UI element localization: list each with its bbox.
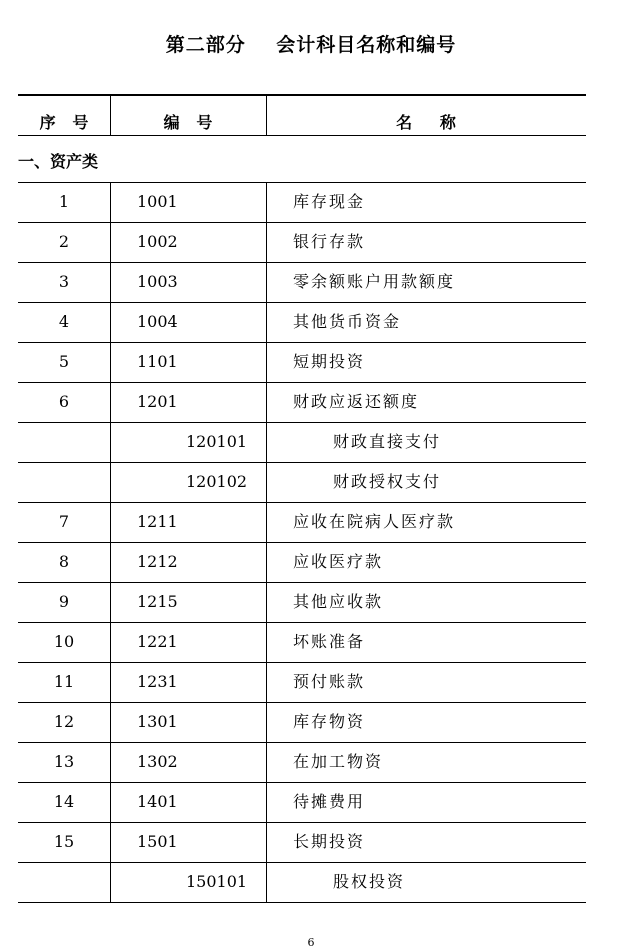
row-code: 1401 <box>137 792 178 811</box>
row-seq: 4 <box>58 312 70 331</box>
row-seq: 1 <box>58 192 70 211</box>
table-row <box>18 702 586 742</box>
table-row <box>18 262 586 302</box>
section-heading-assets: 一、资产类 <box>18 152 99 171</box>
table-row <box>18 582 586 622</box>
row-seq: 15 <box>53 832 75 851</box>
row-code: 1003 <box>137 272 178 291</box>
row-code: 1221 <box>137 632 178 651</box>
row-code: 1212 <box>137 552 178 571</box>
row-name: 其他货币资金 <box>293 312 402 331</box>
row-name: 库存现金 <box>293 192 366 211</box>
row-code: 1301 <box>137 712 178 731</box>
row-code: 150101 <box>186 872 248 891</box>
table-row <box>18 462 586 502</box>
row-seq <box>18 862 110 902</box>
row-seq: 5 <box>58 352 70 371</box>
row-code: 1501 <box>137 832 178 851</box>
row-name: 股权投资 <box>333 872 406 891</box>
body-divider-2 <box>266 182 267 902</box>
row-name: 应收医疗款 <box>293 552 384 571</box>
row-name: 其他应收款 <box>293 592 384 611</box>
row-seq: 12 <box>53 712 75 731</box>
header-name: 名 称 <box>396 113 456 132</box>
row-code: 120102 <box>186 472 248 491</box>
row-name: 财政直接支付 <box>333 432 442 451</box>
row-seq: 6 <box>58 392 70 411</box>
row-seq: 11 <box>53 672 75 691</box>
header-code: 编 号 <box>163 113 213 132</box>
row-seq: 7 <box>58 512 70 531</box>
table-row <box>18 742 586 782</box>
row-name: 财政应返还额度 <box>293 392 420 411</box>
row-code: 1211 <box>137 512 178 531</box>
row-name: 零余额账户用款额度 <box>293 272 456 291</box>
row-seq <box>18 422 110 462</box>
table-row <box>18 622 586 662</box>
table-row <box>18 822 586 862</box>
row-code: 1101 <box>137 352 178 371</box>
row-seq: 2 <box>58 232 70 251</box>
row-name: 银行存款 <box>293 232 366 251</box>
row-name: 财政授权支付 <box>333 472 442 491</box>
table-row <box>18 222 586 262</box>
row-code: 1001 <box>137 192 178 211</box>
row-name: 应收在院病人医疗款 <box>293 512 456 531</box>
page-title: 第二部分 会计科目名称和编号 <box>165 34 457 56</box>
row-code: 1302 <box>137 752 178 771</box>
table-row <box>18 342 586 382</box>
row-seq: 3 <box>58 272 70 291</box>
row-seq: 13 <box>53 752 75 771</box>
table-top-rule <box>18 94 586 96</box>
table-row <box>18 422 586 462</box>
row-code: 1002 <box>137 232 178 251</box>
row-code: 1201 <box>137 392 178 411</box>
row-code: 1004 <box>137 312 178 331</box>
row-seq: 10 <box>53 632 75 651</box>
table-row <box>18 182 586 222</box>
row-code: 120101 <box>186 432 248 451</box>
row-name: 短期投资 <box>293 352 366 371</box>
row-name: 长期投资 <box>293 832 366 851</box>
table-row <box>18 662 586 702</box>
table-row <box>18 502 586 542</box>
row-name: 坏账准备 <box>293 632 366 651</box>
row-seq: 14 <box>53 792 75 811</box>
row-name: 预付账款 <box>293 672 366 691</box>
row-seq <box>18 462 110 502</box>
row-code: 1231 <box>137 672 178 691</box>
page-number: 6 <box>307 936 315 949</box>
header-bottom-rule <box>18 135 586 136</box>
row-name: 在加工物资 <box>293 752 384 771</box>
row-name: 库存物资 <box>293 712 366 731</box>
table-row <box>18 302 586 342</box>
table-row <box>18 382 586 422</box>
table-header <box>18 97 586 135</box>
header-seq: 序 号 <box>39 113 89 132</box>
table-row <box>18 782 586 822</box>
row-seq: 8 <box>58 552 70 571</box>
row-rule <box>18 902 586 903</box>
body-divider-1 <box>110 182 111 902</box>
table-row <box>18 542 586 582</box>
row-name: 待摊费用 <box>293 792 366 811</box>
row-code: 1215 <box>137 592 178 611</box>
row-seq: 9 <box>58 592 70 611</box>
table-row <box>18 862 586 902</box>
